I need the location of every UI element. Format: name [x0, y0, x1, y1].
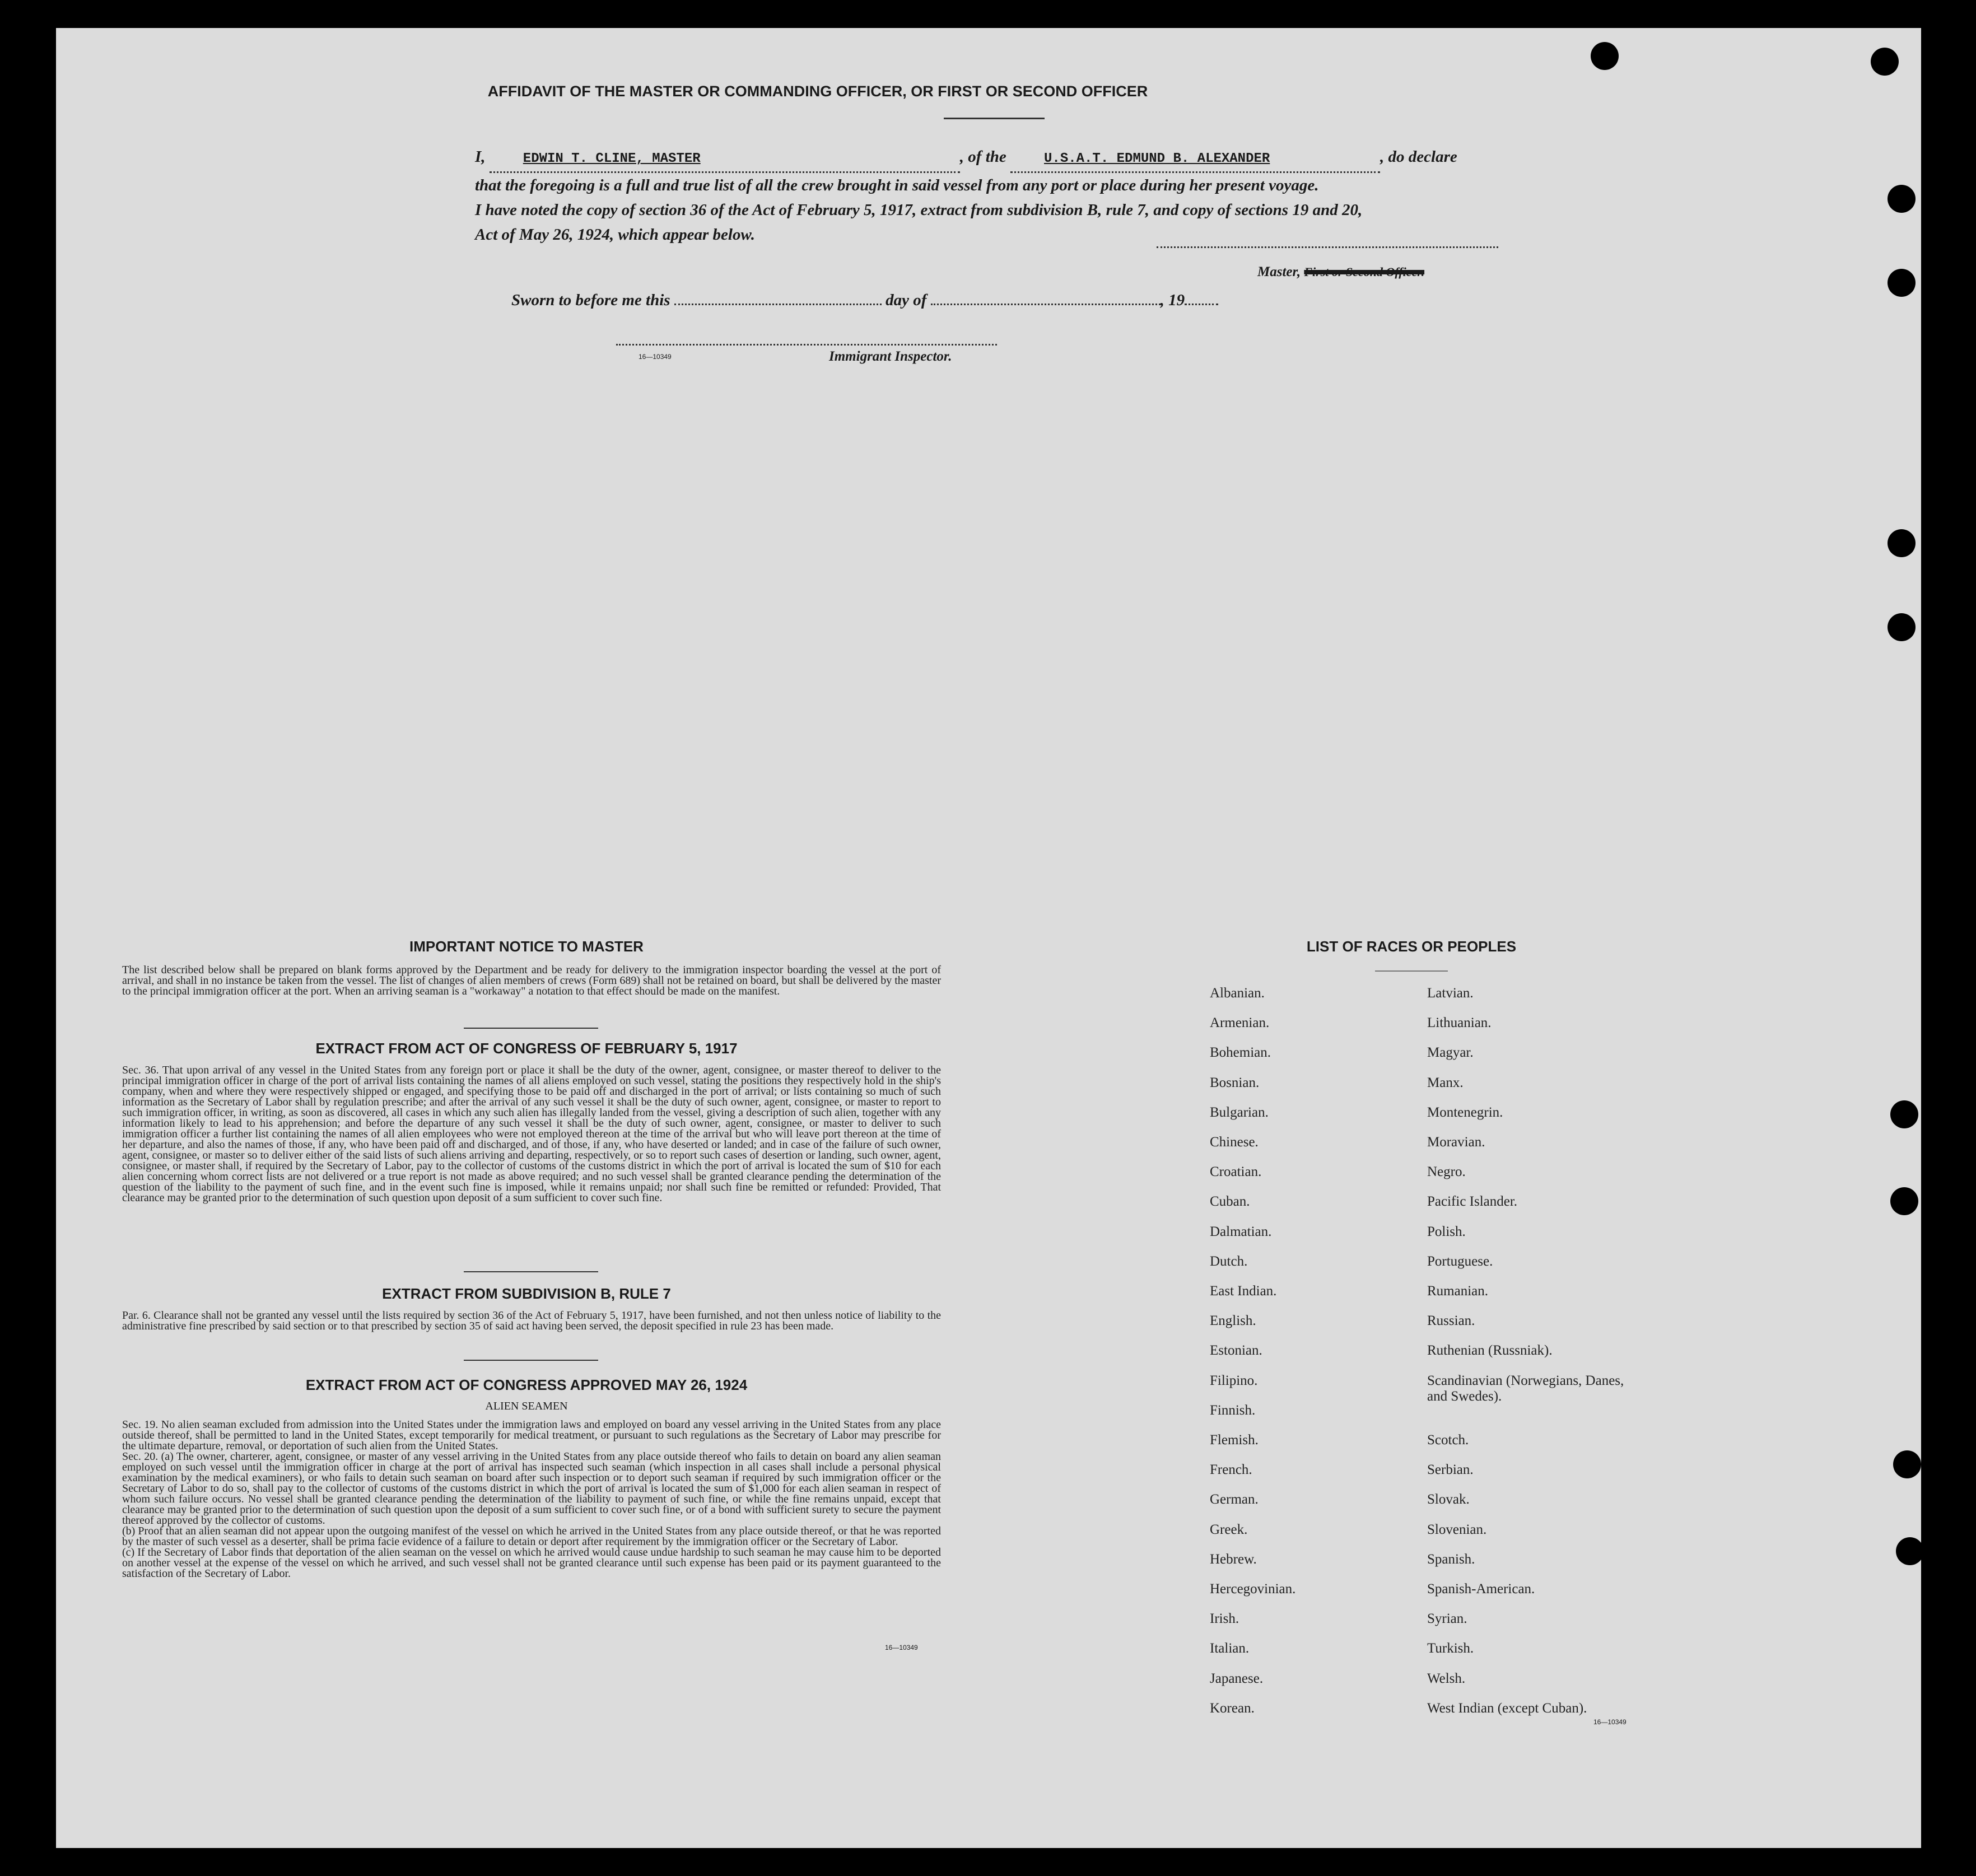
punch-hole [1871, 48, 1899, 76]
affidavit-line-4: Act of May 26, 1924, which appear below. [475, 226, 755, 244]
inspector-signature-line [616, 344, 997, 346]
inspector-label: Immigrant Inspector. [829, 349, 952, 364]
notice-title: IMPORTANT NOTICE TO MASTER [409, 938, 644, 955]
extract-1924-title: EXTRACT FROM ACT OF CONGRESS APPROVED MAY 26, 1924 [305, 1376, 748, 1393]
race-item: Japanese. [1210, 1670, 1264, 1686]
race-item: Armenian. [1210, 1015, 1270, 1031]
punch-hole [1888, 529, 1916, 557]
race-item: Turkish. [1427, 1641, 1474, 1656]
race-item: Syrian. [1427, 1611, 1467, 1627]
sec-19-text: Sec. 19. No alien seaman excluded from admission into the United States under the immigration laws and employed on board any vessel arriving in the United States from any place outside thereof, shall be permitted to land in the United States, except temporarily for medical treatment, or pursuant to such regulations as the Secretary of Labor may prescribe for the ultimate departure, removal, or deportation of such alien from the United States. [122, 1418, 941, 1452]
punch-hole [1896, 1537, 1924, 1565]
sworn-label: Sworn to before me this [511, 291, 670, 309]
race-item: Montenegrin. [1427, 1104, 1503, 1120]
race-item: Manx. [1427, 1075, 1464, 1090]
form-number: 16—10349 [1593, 1718, 1627, 1726]
master-label: Master, [1257, 264, 1301, 279]
extract-rule7-body: Par. 6. Clearance shall not be granted any vessel until the lists required by section 36 of the Act of February 5, 1917, have been furnished, and not then unless notice of liability to the administrative fine prescribed by said section or to that prescribed by section 35 of said act having been served, the deposit specified in rule 23 has been made. [122, 1309, 941, 1332]
sworn-year-field [1185, 304, 1218, 305]
master-name: EDWIN T. CLINE, MASTER [523, 151, 701, 166]
day-of-label: day of [886, 291, 927, 309]
affidavit-title: AFFIDAVIT OF THE MASTER OR COMMANDING OFFICER, OR FIRST OR SECOND OFFICER [487, 83, 1148, 100]
alien-seamen-subtitle: ALIEN SEAMEN [485, 1400, 568, 1412]
race-item: Spanish. [1427, 1551, 1475, 1567]
race-item: Slovenian. [1427, 1522, 1487, 1537]
sworn-line [511, 291, 1218, 310]
race-item: Pacific Islander. [1427, 1194, 1518, 1210]
form-number: 16—10349 [639, 353, 672, 361]
vessel-name-field [1010, 144, 1380, 173]
affidavit-i: I, [475, 148, 486, 166]
race-item: Portuguese. [1427, 1253, 1493, 1269]
race-item: Cuban. [1210, 1194, 1250, 1210]
race-item: Rumanian. [1427, 1284, 1489, 1299]
section-rule [464, 1028, 598, 1029]
race-item: Hebrew. [1210, 1551, 1257, 1567]
punch-hole [1888, 613, 1916, 641]
struck-officer-label: First or Second Officer. [1304, 265, 1425, 279]
race-item: Negro. [1427, 1164, 1466, 1180]
notice-body: The list described below shall be prepared on blank forms approved by the Department and be ready for delivery to the immigration inspector boarding the vessel at the port of arrival, and shall in no instance be taken from the vessel. The list of changes of alien members of crews (Form 689) shall not be retained on board, but shall be delivered by the master to the principal immigration officer at the port. When an arriving seaman is a "workaway" a notation to that effect should be made on the manifest. [122, 964, 941, 997]
master-name-field [490, 144, 960, 173]
race-item: German. [1210, 1492, 1259, 1508]
race-item: Moravian. [1427, 1135, 1485, 1150]
race-item: Chinese. [1210, 1135, 1259, 1150]
punch-hole [1591, 42, 1619, 70]
race-item: Albanian. [1210, 986, 1265, 1001]
race-item: Latvian. [1427, 986, 1474, 1001]
extract-1917-body: Sec. 36. That upon arrival of any vessel in the United States from any foreign port or place it shall be the duty of the owner, agent, consignee, or master thereof to deliver to the principal immigration officer in charge of the port of arrival lists containing the names of all aliens employed on such vessel, stating the positions they respectively hold in the ship's company, when and where they were respectively shipped or engaged, and specifying those to be paid off and discharged in the port of arrival; or lists containing so much of such information as the Secretary of Labor shall by regulation prescribe; and after the arrival of any such vessel it shall be the duty of such owner, agent, consignee, or master to report to such immigration officer, in writing, as soon as discovered, all cases in which any such alien has illegally landed from the vessel, giving a description of such alien, together with any information likely to lead to his apprehension; and before the departure of any such vessel it shall be the duty of such owner, agent, consignee, or master to deliver to such immigration officer a further list containing the names of all alien employees who were not employed thereon at the time of the arrival but who will leave port thereon at the time of her departure, and also the names of those, if any, who have been paid off and discharged, and of those, if any, who have deserted or landed; and in case of the failure of such owner, agent, consignee, or master so to deliver either of the said lists of such aliens arriving and departing, respectively, or so to report such cases of desertion or landing, such owner, agent, consignee, or master shall, if required by the Secretary of Labor, pay to the collector of customs of the customs district in which the port of arrival is located the sum of $10 for each alien concerning whom correct lists are not delivered or a true report is not made as above required; and no such vessel shall be granted clearance pending the determination of the question of the liability to the payment of such fine, and in the event such fine is imposed, while it remains unpaid; nor shall such fine be remitted or refunded: Provided, That clearance may be granted prior to the determination of such question upon deposit of a sum sufficient to cover such fine. [122, 1064, 941, 1204]
races-title: LIST OF RACES OR PEOPLES [1306, 938, 1517, 955]
race-item: Polish. [1427, 1224, 1466, 1239]
signature-label [1257, 264, 1424, 280]
race-item: English. [1210, 1313, 1256, 1329]
sec-20a-text: Sec. 20. (a) The owner, charterer, agent, consignee, or master of any vessel arriving in the United States from any place outside thereof who fails to detain on board any alien seaman employed on such vessel until the immigration officer in charge at the port of arrival has inspected such seaman (which inspection in all cases shall include a personal physical examination by the medical examiners), or who fails to detain such seaman on board after such inspection or to deport such seaman if required by such immigration officer or the Secretary of Labor to do so, shall pay to the collector of customs of the customs district in which the port of arrival is located the sum of $1,000 for each alien seaman in respect of whom such failure occurs. No vessel shall be granted clearance pending the determination of the liability to payment of such fine, or while the fine remains unpaid, except that clearance may be granted prior to the determination of such question upon the deposit of a sum sufficient to cover such fine, or of a bond with sufficient surety to secure the payment thereof approved by the collector of customs. [122, 1450, 941, 1527]
affidavit-line-1 [475, 144, 1522, 173]
extract-1924-body [122, 1420, 941, 1579]
race-item: Estonian. [1210, 1343, 1262, 1359]
race-item: East Indian. [1210, 1284, 1277, 1299]
race-item: Greek. [1210, 1522, 1248, 1537]
race-item: Scotch. [1427, 1432, 1469, 1448]
of-the-label: , of the [959, 148, 1006, 166]
race-item: Dalmatian. [1210, 1224, 1272, 1239]
race-item: Filipino. [1210, 1373, 1258, 1388]
race-item: Serbian. [1427, 1462, 1474, 1478]
title-rule [944, 118, 1045, 119]
vessel-name: U.S.A.T. EDMUND B. ALEXANDER [1044, 151, 1270, 166]
race-item: Slovak. [1427, 1492, 1470, 1508]
sworn-day-field [674, 304, 882, 305]
punch-hole [1893, 1450, 1921, 1478]
punch-hole [1890, 1187, 1918, 1215]
race-item: Flemish. [1210, 1432, 1259, 1448]
race-item: Bosnian. [1210, 1075, 1260, 1090]
race-item: Spanish-American. [1427, 1581, 1535, 1597]
section-rule [464, 1360, 598, 1361]
punch-hole [1888, 269, 1916, 297]
race-item: Hercegovinian. [1210, 1581, 1296, 1597]
race-item: Dutch. [1210, 1253, 1248, 1269]
affidavit-line-3: I have noted the copy of section 36 of the Act of February 5, 1917, extract from subdivision B, rule 7, and copy of sections 19 and 20, [475, 201, 1363, 219]
race-item: Ruthenian (Russniak). [1427, 1343, 1553, 1359]
race-item: Magyar. [1427, 1045, 1474, 1061]
race-item: French. [1210, 1462, 1252, 1478]
sworn-month-field [931, 304, 1161, 305]
race-item: Italian. [1210, 1641, 1250, 1656]
sec-20c-text: (c) If the Secretary of Labor finds that deportation of the alien seaman on the vessel on which he arrived would cause undue hardship to such seaman he may cause him to be deported on another vessel at the expense of the vessel on which he arrived, and such vessel shall not be granted clearance until such expense has been paid or its payment guaranteed to the satisfaction of the Secretary of Labor. [122, 1546, 941, 1580]
extract-1917-title: EXTRACT FROM ACT OF CONGRESS OF FEBRUARY 5, 1917 [315, 1040, 738, 1057]
race-item: Lithuanian. [1427, 1015, 1492, 1031]
race-item: Russian. [1427, 1313, 1475, 1329]
affidavit-paragraph [475, 144, 1522, 247]
race-item: Korean. [1210, 1700, 1255, 1716]
race-item: Bulgarian. [1210, 1104, 1269, 1120]
year-label: , 19 [1160, 291, 1185, 309]
punch-hole [1890, 1100, 1918, 1128]
do-declare-label: , do declare [1380, 148, 1457, 166]
race-item: Finnish. [1210, 1402, 1256, 1418]
signature-line [1157, 246, 1498, 248]
races-rule [1375, 970, 1448, 972]
race-item: Croatian. [1210, 1164, 1262, 1180]
race-item: Irish. [1210, 1611, 1239, 1627]
race-item: Welsh. [1427, 1670, 1466, 1686]
extract-rule7-title: EXTRACT FROM SUBDIVISION B, RULE 7 [382, 1285, 671, 1302]
race-item: Bohemian. [1210, 1045, 1271, 1061]
form-number: 16—10349 [885, 1644, 918, 1651]
race-item: West Indian (except Cuban). [1427, 1700, 1587, 1716]
affidavit-line-2: that the foregoing is a full and true list of all the crew brought in said vessel from any port or place during her present voyage. [475, 176, 1319, 194]
section-rule [464, 1271, 598, 1272]
punch-hole [1888, 185, 1916, 213]
sec-20b-text: (b) Proof that an alien seaman did not appear upon the outgoing manifest of the vessel on which he arrived in the United States from any place outside thereof, or that he was reported by the master of such vessel as a deserter, shall be prima facie evidence of a failure to detain or deport after requirement by the immigration officer or the Secretary of Labor. [122, 1525, 941, 1548]
race-item: Scandinavian (Norwegians, Danes, and Swedes). [1427, 1373, 1624, 1404]
